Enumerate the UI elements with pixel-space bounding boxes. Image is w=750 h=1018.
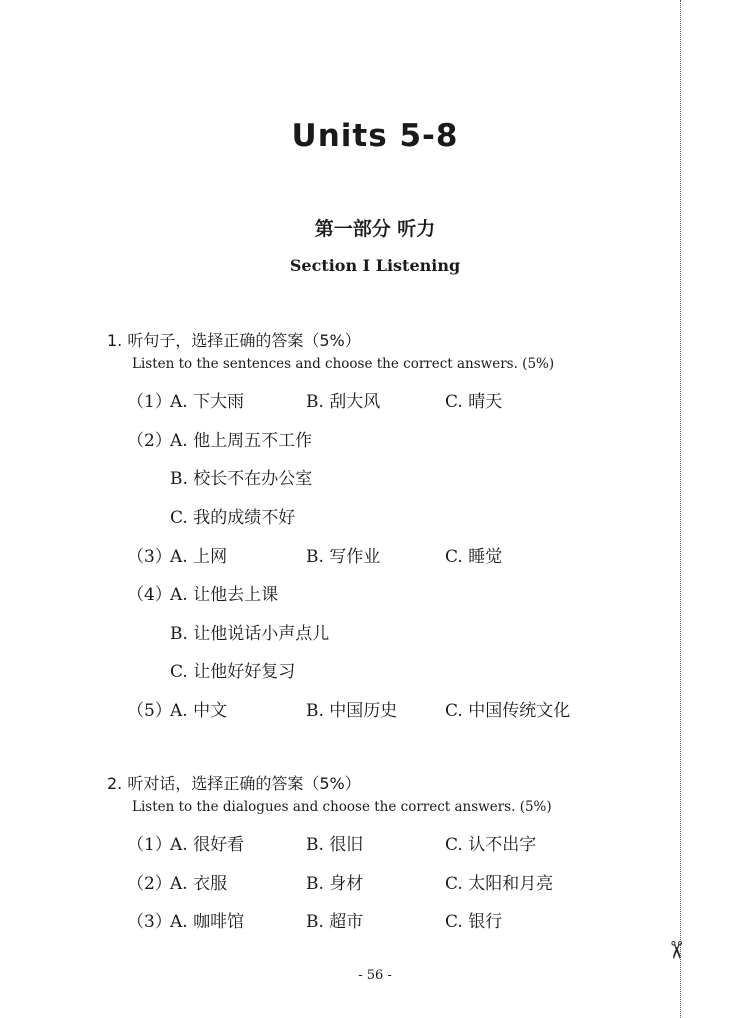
option-b: B. 超市 xyxy=(306,912,364,932)
list-item xyxy=(0,580,700,606)
option-b: B. 中国历史 xyxy=(306,701,398,721)
page-title: Units 5-8 xyxy=(291,118,459,154)
option-c: C. 晴天 xyxy=(445,392,503,412)
list-item xyxy=(0,542,700,568)
list-item xyxy=(0,907,700,933)
item-number: （1） xyxy=(127,835,172,855)
option-a: A. 衣服 xyxy=(170,874,228,894)
option-c: C. 睡觉 xyxy=(445,547,503,567)
item-number: （4） xyxy=(127,585,172,605)
list-item-continued xyxy=(0,464,700,490)
option-b: B. 校长不在办公室 xyxy=(170,469,313,489)
option-c: C. 让他好好复习 xyxy=(170,662,296,682)
option-a: A. 下大雨 xyxy=(170,392,245,412)
item-number: （2） xyxy=(127,431,172,451)
section-title-en: Section I Listening xyxy=(289,256,461,275)
option-b: B. 刮大风 xyxy=(306,392,381,412)
list-item-continued xyxy=(0,619,700,645)
option-b: B. 让他说话小声点儿 xyxy=(170,624,330,644)
list-item xyxy=(0,696,700,722)
item-number: （3） xyxy=(127,912,172,932)
section-title-cn: 第一部分 听力 xyxy=(314,218,436,240)
list-item xyxy=(0,387,700,413)
option-a: A. 上网 xyxy=(170,547,228,567)
question-1-heading: 1. 听句子，选择正确的答案（5%） xyxy=(107,331,361,350)
option-c: C. 我的成绩不好 xyxy=(170,508,296,528)
question-1-instruction: Listen to the sentences and choose the correct answers. (5%) xyxy=(132,356,555,372)
item-number: （2） xyxy=(127,874,172,894)
item-number: （3） xyxy=(127,547,172,567)
option-a: A. 中文 xyxy=(170,701,228,721)
list-item-continued xyxy=(0,657,700,683)
option-c: C. 银行 xyxy=(445,912,503,932)
option-b: B. 写作业 xyxy=(306,547,381,567)
option-a: A. 很好看 xyxy=(170,835,245,855)
item-number: （5） xyxy=(127,701,172,721)
option-c: C. 太阳和月亮 xyxy=(445,874,554,894)
scissors-icon: ✂ xyxy=(662,939,691,961)
list-item xyxy=(0,426,700,452)
option-a: A. 他上周五不工作 xyxy=(170,431,313,451)
list-item xyxy=(0,869,700,895)
option-c: C. 认不出字 xyxy=(445,835,537,855)
question-2-heading: 2. 听对话，选择正确的答案（5%） xyxy=(107,774,361,793)
option-b: B. 很旧 xyxy=(306,835,364,855)
option-a: A. 让他去上课 xyxy=(170,585,279,605)
item-number: （1） xyxy=(127,392,172,412)
option-a: A. 咖啡馆 xyxy=(170,912,245,932)
option-c: C. 中国传统文化 xyxy=(445,701,571,721)
question-2-instruction: Listen to the dialogues and choose the correct answers. (5%) xyxy=(132,799,552,815)
option-b: B. 身材 xyxy=(306,874,364,894)
list-item-continued xyxy=(0,503,700,529)
list-item xyxy=(0,830,700,856)
page-number: - 56 - xyxy=(358,968,392,983)
